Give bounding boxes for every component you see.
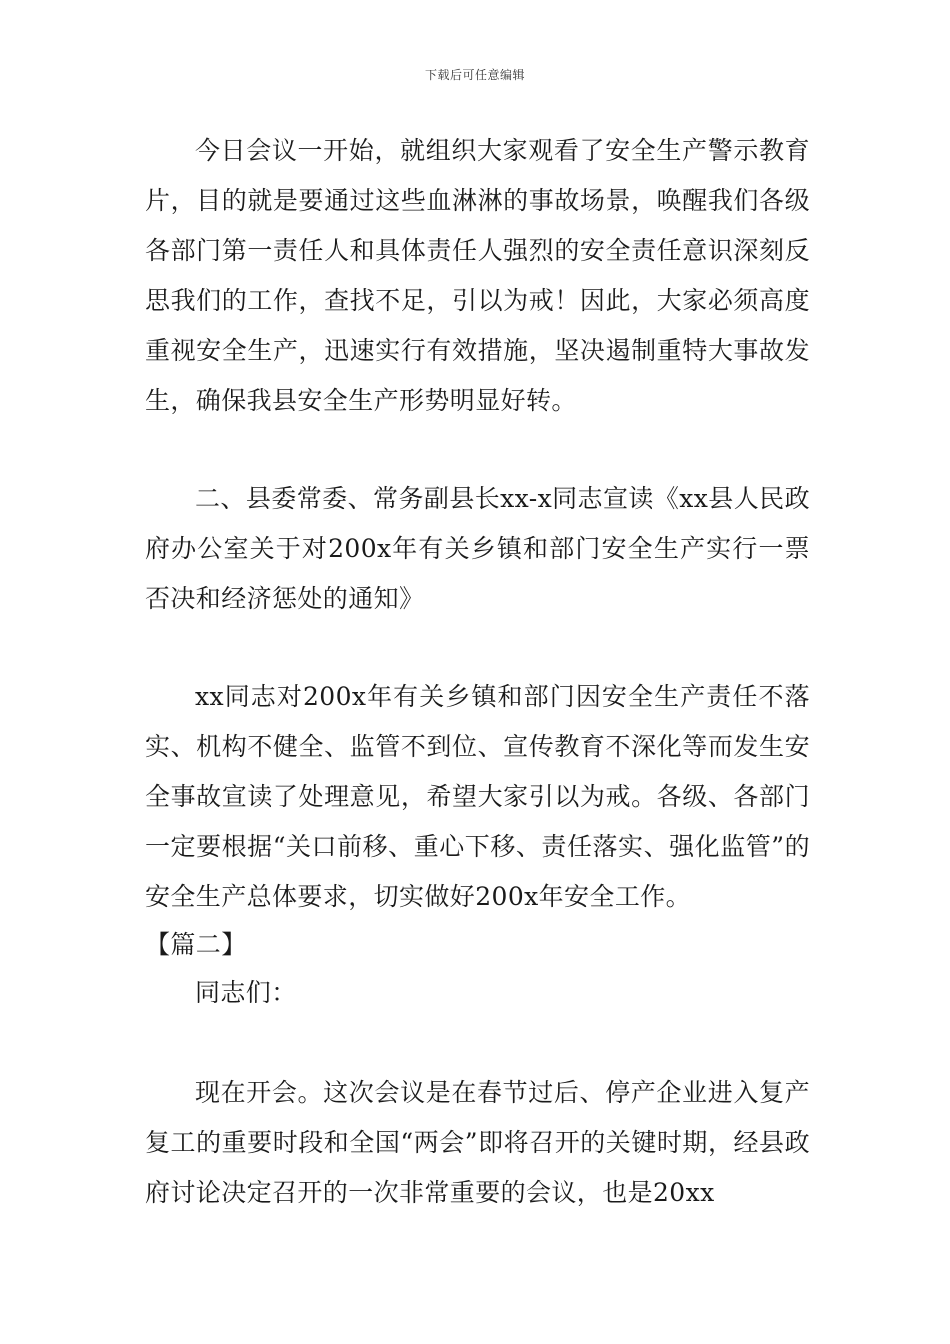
header-note: 下载后可任意编辑 [424,68,525,82]
salutation: 同志们： [195,978,297,1007]
section-heading: 【篇二】 [145,930,247,959]
paragraph-penalty-notice: xx同志对200x年有关乡镇和部门因安全生产责任不落实、机构不健全、监管不到位、宣传教育不深化等而发生安全事故宣读了处理意见，希望大家引以为戒。各级、各部门一定要根据“关口前移、重心下移、责任落实、强化监管”的安全生产总体要求，切实做好200x年安全工作。 [145,682,810,911]
paragraph-warning-education: 今日会议一开始，就组织大家观看了安全生产警示教育片，目的就是要通过这些血淋淋的事故场景，唤醒我们各级各部门第一责任人和具体责任人强烈的安全责任意识深刻反思我们的工作，查找不足，引以为戒！因此，大家必须高度重视安全生产，迅速实行有效措施，坚决遏制重特大事故发生，确保我县安全生产形势明显好转。 [145,136,810,415]
paragraph-meeting-open: 现在开会。这次会议是在春节过后、停产企业进入复产复工的重要时段和全国“两会”即将召开的关键时期，经县政府讨论决定召开的一次非常重要的会议，也是20xx [145,1078,810,1207]
paragraph-item-two: 二、县委常委、常务副县长xx-x同志宣读《xx县人民政府办公室关于对200x年有关乡镇和部门安全生产实行一票否决和经济惩处的通知》 [145,484,810,613]
